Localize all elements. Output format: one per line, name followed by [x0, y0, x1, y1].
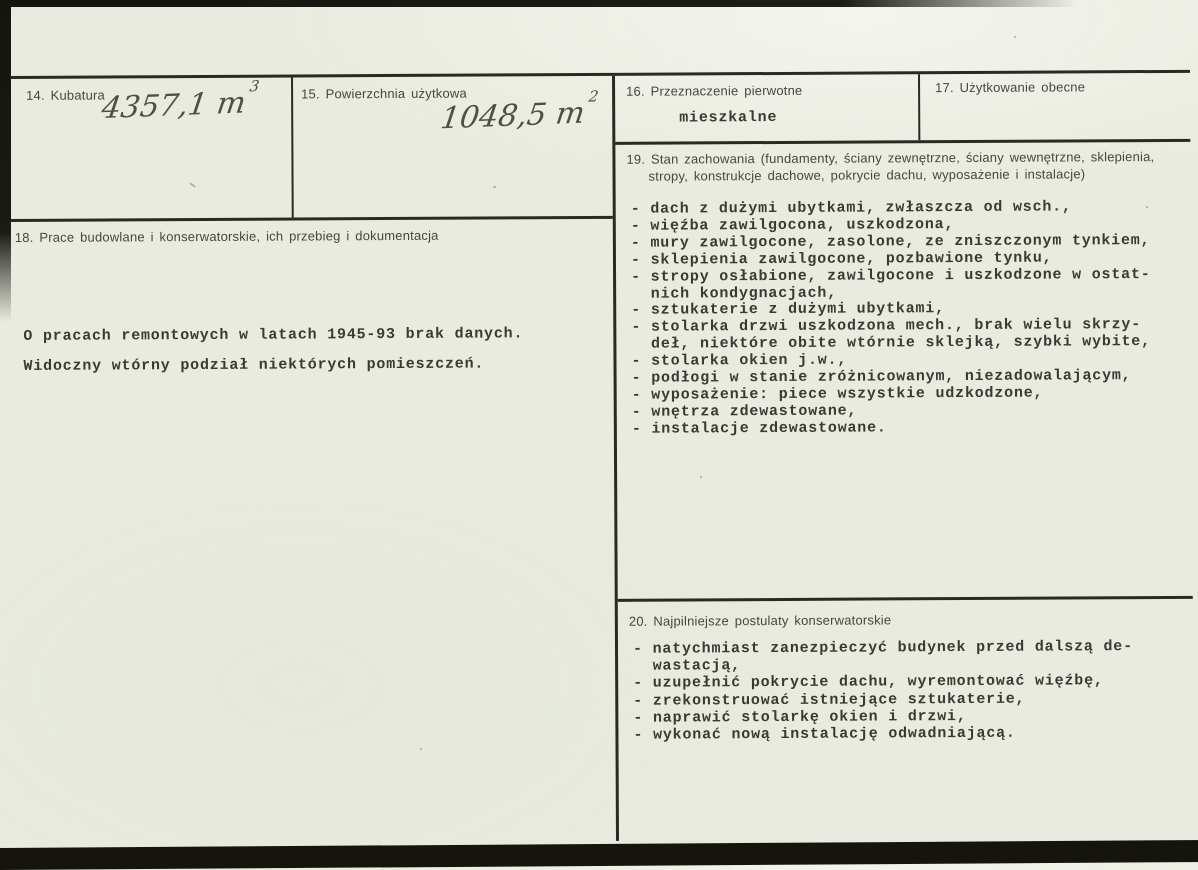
field-19-stan-zachowania [615, 142, 1192, 602]
field-16-przeznaczenie [615, 74, 920, 142]
scan-edge-left [0, 0, 11, 322]
scan-edge-top [9, 0, 1079, 7]
field-20-postulaty [618, 599, 1194, 841]
field-19-label-line2: stropy, konstrukcje dachowe, pokrycie dachu, wyposażenie i instalacje) [648, 166, 1086, 184]
field-19-label-line1: 19. Stan zachowania (fundamenty, ściany zewnętrzne, ściany wewnętrzne, sklepienia, [626, 149, 1155, 167]
field-14-label: 14. Kubatura [26, 87, 105, 103]
paper-speck [1146, 206, 1148, 208]
field-14-value-handwritten [99, 76, 261, 127]
paper-speck [420, 748, 422, 750]
form-right-column [615, 73, 1194, 841]
field-17-label: 17. Użytkowanie obecne [935, 79, 1086, 96]
field-19-typed-list: - dach z dużymi ubytkami, zwłaszcza od wsch., - więźba zawilgocona, uszkodzona, - mury zawilgocone, zasolone, ze zniszczonym tynkiem, - sklepienia zawilgocone, pozbawione tynku, - stropy osłabione, zawilgocone i uszkodzone w ostat- nich kondygnacjach, - sztukaterie z dużymi ubytkami, - stolarka drzwi uszkodzona mech., brak wielu skrzy- deł, niektóre obite wtórnie sklejką, szybki wybite, - stolarka okien j.w., - podłogi w stanie zróżnicowanym, niezadowalającym, - wyposażenie: piece wszystkie udzkodzone, - wnętrza zdewastowane, - instalacje zdewastowane. [630, 198, 1151, 438]
form-sheet [10, 70, 1194, 844]
paper-speck [700, 476, 702, 478]
row-fields-14-15 [10, 76, 613, 222]
scan-edge-bottom [0, 840, 1198, 870]
field-14-value-text: 4357,1 m [99, 85, 248, 127]
field-17-uzytkowanie [920, 73, 1190, 140]
field-15-value-text: 1048,5 m [438, 95, 587, 137]
field-20-label: 20. Najpilniejsze postulaty konserwatorskie [628, 612, 892, 629]
field-15-powierzchnia [293, 76, 613, 218]
paper-speck [493, 186, 496, 188]
field-15-value-handwritten [438, 87, 600, 137]
field-15-label: 15. Powierzchnia użytkowa [301, 85, 467, 102]
paper-speck [1014, 36, 1016, 38]
field-14-kubatura [10, 78, 294, 219]
row-fields-16-17 [615, 73, 1190, 145]
field-15-value-exponent: 2 [587, 87, 600, 106]
field-16-typed-value: mieszkalne [679, 108, 778, 127]
form-left-column [10, 76, 616, 844]
field-18-prace-budowlane [11, 219, 616, 844]
field-14-value-exponent: 3 [248, 76, 261, 96]
field-18-label: 18. Prace budowlane i konserwatorskie, ich przebieg i dokumentacja [14, 227, 439, 245]
field-18-typed-text: O pracach remontowych w latach 1945-93 brak danych. Widoczny wtórny podział niektórych pomieszczeń. [23, 325, 524, 375]
field-16-label: 16. Przeznaczenie pierwotne [626, 82, 803, 99]
field-20-typed-list: - natychmiast zanezpieczyć budynek przed dalszą de- wastacją, - uzupełnić pokrycie dachu, wyremontować więźbę, - zrekonstruować istniejące sztukaterie, - naprawić stolarkę okien i drzwi, - wykonać nową instalację odwadniającą. [632, 638, 1133, 744]
